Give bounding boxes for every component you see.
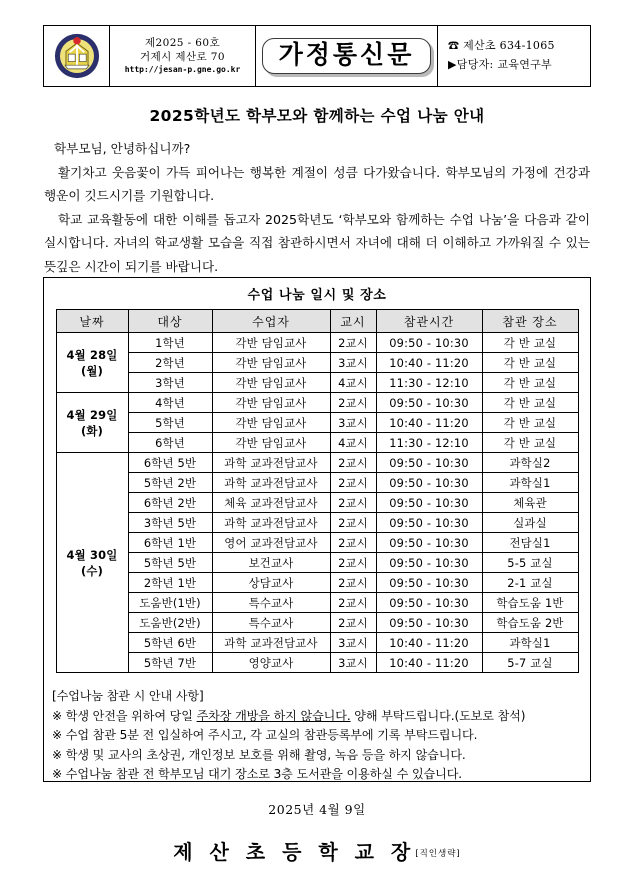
table-row: [56, 573, 578, 593]
cell-place: 각 반 교실: [482, 353, 578, 373]
schedule-box: [43, 277, 591, 782]
triangle-right-icon: ▶: [448, 58, 457, 71]
date-main: 4월 29일: [66, 407, 118, 422]
masthead-title-cell: [256, 26, 438, 86]
cell-target: 도움반(2반): [128, 613, 212, 633]
cell-teacher: 과학 교과전담교사: [212, 513, 330, 533]
col-place: 참관 장소: [482, 310, 578, 333]
date-main: 4월 28일: [66, 347, 118, 362]
cell-place: 전담실1: [482, 533, 578, 553]
cell-target: 3학년 5반: [128, 513, 212, 533]
cell-place: 과학실1: [482, 633, 578, 653]
cell-period: 2교시: [330, 473, 376, 493]
cell-place: 2-1 교실: [482, 573, 578, 593]
cell-period: 2교시: [330, 553, 376, 573]
cell-teacher: 영양교사: [212, 653, 330, 673]
notice-0-post: 양해 부탁드립니다.(도보로 참석): [350, 708, 526, 723]
cell-teacher: 과학 교과전담교사: [212, 633, 330, 653]
table-row: [56, 453, 578, 473]
cell-place: 학습도움 2반: [482, 613, 578, 633]
cell-target: 5학년 5반: [128, 553, 212, 573]
cell-target: 3학년: [128, 373, 212, 393]
cell-period: 2교시: [330, 453, 376, 473]
cell-time: 11:30 - 12:10: [376, 373, 482, 393]
cell-teacher: 각반 담임교사: [212, 333, 330, 353]
cell-place: 과학실1: [482, 473, 578, 493]
telephone-icon: ☎: [448, 39, 460, 53]
cell-time: 09:50 - 10:30: [376, 473, 482, 493]
cell-period: 2교시: [330, 393, 376, 413]
masthead: [43, 25, 591, 87]
cell-time: 09:50 - 10:30: [376, 533, 482, 553]
cell-place: 각 반 교실: [482, 333, 578, 353]
cell-time: 09:50 - 10:30: [376, 453, 482, 473]
col-time: 참관시간: [376, 310, 482, 333]
cell-teacher: 각반 담임교사: [212, 413, 330, 433]
table-row: [56, 613, 578, 633]
cell-place: 학습도움 1반: [482, 593, 578, 613]
cell-period: 2교시: [330, 513, 376, 533]
cell-date: [56, 333, 128, 393]
cell-period: 3교시: [330, 653, 376, 673]
table-row: [56, 493, 578, 513]
cell-target: 2학년: [128, 353, 212, 373]
cell-teacher: 과학 교과전담교사: [212, 473, 330, 493]
paragraph-greeting: 학부모님, 안녕하십니까?: [54, 141, 191, 156]
date-weekday: (수): [80, 563, 103, 578]
cell-target: 5학년 7반: [128, 653, 212, 673]
col-teacher: 수업자: [212, 310, 330, 333]
cell-time: 09:50 - 10:30: [376, 573, 482, 593]
cell-target: 6학년 1반: [128, 533, 212, 553]
cell-teacher: 과학 교과전담교사: [212, 453, 330, 473]
notice-item-0: [52, 707, 590, 727]
notice-item-2: ※ 학생 및 교사의 초상권, 개인정보 보호를 위해 촬영, 녹음 등을 하지 않습니다.: [52, 747, 466, 762]
table-row: [56, 433, 578, 453]
cell-time: 09:50 - 10:30: [376, 513, 482, 533]
cell-place: 각 반 교실: [482, 373, 578, 393]
table-row: [56, 333, 578, 353]
cell-teacher: 각반 담임교사: [212, 373, 330, 393]
cell-time: 09:50 - 10:30: [376, 593, 482, 613]
cell-target: 6학년 2반: [128, 493, 212, 513]
cell-place: 실과실: [482, 513, 578, 533]
notice-0-pre: ※ 학생 안전을 위하여 당일: [52, 708, 197, 723]
schedule-caption: 수업 나눔 일시 및 장소: [247, 288, 387, 303]
cell-time: 10:40 - 11:20: [376, 353, 482, 373]
cell-period: 2교시: [330, 493, 376, 513]
table-row: [56, 593, 578, 613]
phone-row: [448, 37, 555, 56]
cell-time: 09:50 - 10:30: [376, 493, 482, 513]
issue-date: 2025년 4월 9일: [268, 802, 366, 817]
table-row: [56, 353, 578, 373]
cell-period: 4교시: [330, 373, 376, 393]
cell-period: 2교시: [330, 333, 376, 353]
cell-target: 6학년: [128, 433, 212, 453]
col-period: 교시: [330, 310, 376, 333]
school-address: 거제시 제산로 70: [140, 50, 225, 63]
cell-period: 4교시: [330, 433, 376, 453]
cell-period: 3교시: [330, 353, 376, 373]
cell-teacher: 각반 담임교사: [212, 353, 330, 373]
notice-heading: [수업나눔 참관 시 안내 사항]: [52, 689, 204, 703]
cell-place: 각 반 교실: [482, 413, 578, 433]
cell-period: 2교시: [330, 573, 376, 593]
cell-period: 3교시: [330, 633, 376, 653]
cell-teacher: 상담교사: [212, 573, 330, 593]
table-row: [56, 533, 578, 553]
cell-teacher: 특수교사: [212, 613, 330, 633]
cell-place: 5-7 교실: [482, 653, 578, 673]
cell-teacher: 영어 교과전담교사: [212, 533, 330, 553]
table-row: [56, 413, 578, 433]
cell-time: 11:30 - 12:10: [376, 433, 482, 453]
notice-0-underline: 주차장 개방을 하지 않습니다.: [196, 708, 351, 723]
table-row: [56, 373, 578, 393]
school-website: http://jesan-p.gne.go.kr: [124, 64, 241, 74]
signature-line: [0, 836, 634, 865]
cell-teacher: 특수교사: [212, 593, 330, 613]
cell-place: 각 반 교실: [482, 433, 578, 453]
table-row: [56, 513, 578, 533]
page-title: 2025학년도 학부모와 함께하는 수업 나눔 안내: [149, 107, 485, 125]
cell-teacher: 보건교사: [212, 553, 330, 573]
table-row: [56, 553, 578, 573]
cell-date: [56, 393, 128, 453]
cell-teacher: 체육 교과전담교사: [212, 493, 330, 513]
table-row: [56, 633, 578, 653]
cell-time: 10:40 - 11:20: [376, 653, 482, 673]
col-target: 대상: [128, 310, 212, 333]
cell-place: 체육관: [482, 493, 578, 513]
notice-item-3: ※ 수업나눔 참관 전 학부모님 대기 장소로 3층 도서관을 이용하실 수 있습니다.: [52, 767, 463, 781]
cell-target: 5학년 2반: [128, 473, 212, 493]
newsletter-title-plate: 가정통신문: [262, 38, 432, 75]
cell-period: 2교시: [330, 533, 376, 553]
cell-time: 09:50 - 10:30: [376, 393, 482, 413]
contact-person-row: [448, 56, 552, 75]
cell-target: 도움반(1반): [128, 593, 212, 613]
cell-time: 09:50 - 10:30: [376, 333, 482, 353]
masthead-contact-cell: [438, 26, 590, 86]
cell-time: 10:40 - 11:20: [376, 633, 482, 653]
cell-target: 5학년 6반: [128, 633, 212, 653]
table-row: [56, 393, 578, 413]
cell-time: 10:40 - 11:20: [376, 413, 482, 433]
table-header-row: [56, 310, 578, 333]
col-date: 날짜: [56, 310, 128, 333]
cell-target: 4학년: [128, 393, 212, 413]
cell-period: 3교시: [330, 413, 376, 433]
cell-target: 6학년 5반: [128, 453, 212, 473]
cell-place: 과학실2: [482, 453, 578, 473]
cell-target: 5학년: [128, 413, 212, 433]
notice-item-1: ※ 수업 참관 5분 전 입실하여 주시고, 각 교실의 참관등록부에 기록 부탁드립니다.: [52, 728, 478, 742]
date-weekday: (화): [80, 423, 103, 438]
table-row: [56, 473, 578, 493]
cell-teacher: 각반 담임교사: [212, 393, 330, 413]
contact-person-text: 담당자: 교육연구부: [456, 58, 552, 71]
issue-number: 제2025 - 60호: [145, 37, 220, 50]
cell-period: 2교시: [330, 593, 376, 613]
seal-omitted-note: [직인생략]: [415, 849, 461, 859]
table-row: [56, 653, 578, 673]
cell-target: 2학년 1반: [128, 573, 212, 593]
cell-target: 1학년: [128, 333, 212, 353]
intro-body: [44, 137, 590, 278]
principal-title: 제 산 초 등 학 교 장: [173, 840, 416, 864]
schedule-table: [56, 309, 579, 673]
masthead-issue-info: [110, 26, 256, 86]
school-emblem-icon: [54, 33, 100, 79]
masthead-emblem-cell: [44, 26, 110, 86]
date-main: 4월 30일: [66, 547, 118, 562]
phone-text: 제산초 634-1065: [463, 39, 555, 53]
cell-place: 5-5 교실: [482, 553, 578, 573]
cell-time: 09:50 - 10:30: [376, 553, 482, 573]
date-weekday: (월): [80, 363, 103, 378]
paragraph-season: 활기차고 웃음꽃이 가득 피어나는 행복한 계절이 성큼 다가왔습니다. 학부모님의 가정에 건강과 행운이 깃드시기를 기원합니다.: [44, 164, 590, 203]
cell-date: [56, 453, 128, 673]
cell-time: 09:50 - 10:30: [376, 613, 482, 633]
notice-list: [52, 687, 590, 785]
cell-period: 2교시: [330, 613, 376, 633]
paragraph-purpose: 학교 교육활동에 대한 이해를 돕고자 2025학년도 ‘학부모와 함께하는 수업 나눔’을 다음과 같이 실시합니다. 자녀의 학교생활 모습을 직접 참관하시면서 자녀에 대해 더 이해하고 가까워질 수 있는 뜻깊은 시간이 되기를 바랍니다.: [44, 211, 590, 274]
cell-place: 각 반 교실: [482, 393, 578, 413]
cell-teacher: 각반 담임교사: [212, 433, 330, 453]
